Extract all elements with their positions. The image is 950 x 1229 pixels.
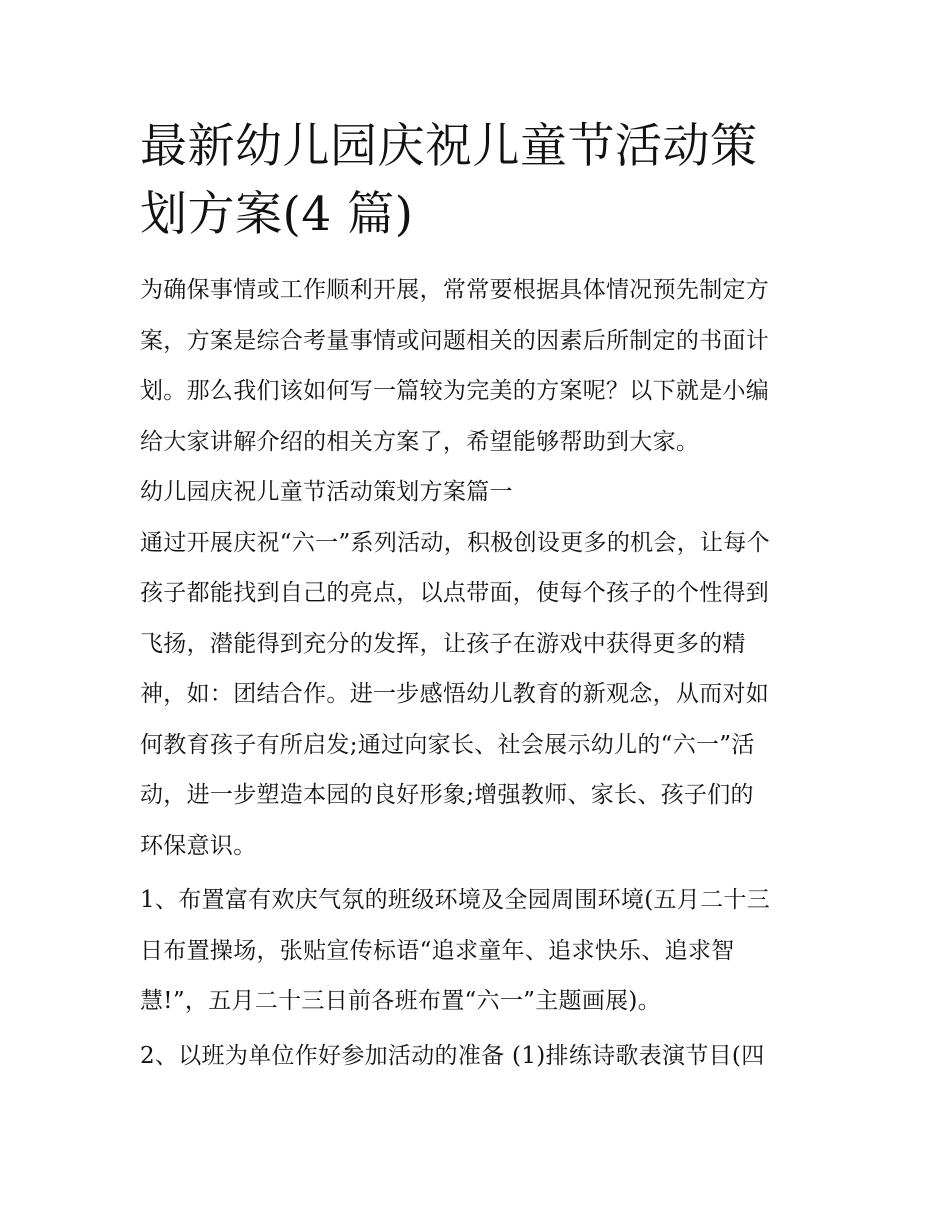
section-heading — [140, 467, 820, 518]
text-line: 1、布置富有欢庆气氛的班级环境及全园周围环境(五月二十三 — [140, 887, 771, 913]
text-line: 环保意识。 — [140, 832, 257, 859]
text-line: 给大家讲解介绍的相关方案了，希望能够帮助到大家。 — [140, 428, 700, 455]
title-line: 划方案(4 篇) — [140, 187, 414, 242]
text-line: 动，进一步塑造本园的良好形象;增强教师、家长、孩子们的 — [140, 782, 754, 808]
intro-paragraph — [140, 265, 820, 467]
text-line: 慧!”，五月二十三日前各班布置“六一”主题画展)。 — [140, 988, 661, 1014]
text-line: 划。那么我们该如何写一篇较为完美的方案呢？以下就是小编 — [140, 378, 770, 404]
list-item-2 — [140, 1031, 820, 1082]
text-line: 神，如：团结合作。进一步感悟幼儿教育的新观念，从而对如 — [140, 681, 770, 707]
text-line: 何教育孩子有所启发;通过向家长、社会展示幼儿的“六一”活 — [140, 731, 755, 758]
text-line: 孩子都能找到自己的亮点，以点带面，使每个孩子的个性得到 — [140, 580, 770, 606]
title-line: 最新幼儿园庆祝儿童节活动策 — [140, 119, 758, 174]
list-item-1 — [140, 875, 820, 1027]
section-heading-text: 幼儿园庆祝儿童节活动策划方案篇一 — [140, 479, 513, 505]
text-line: 通过开展庆祝“六一”系列活动，积极创设更多的机会，让每个 — [140, 529, 770, 556]
text-line: 飞扬，潜能得到充分的发挥，让孩子在游戏中获得更多的精 — [140, 630, 746, 657]
text-line: 为确保事情或工作顺利开展，常常要根据具体情况预先制定方 — [140, 277, 770, 303]
text-line: 2、以班为单位作好参加活动的准备 (1)排练诗歌表演节目(四 — [140, 1042, 765, 1069]
purpose-paragraph — [140, 518, 820, 872]
text-line: 日布置操场，张贴宣传标语“追求童年、追求快乐、追求智 — [140, 937, 735, 964]
document-page — [140, 0, 820, 1081]
document-title — [140, 0, 820, 249]
text-line: 案，方案是综合考量事情或问题相关的因素后所制定的书面计 — [140, 327, 770, 354]
